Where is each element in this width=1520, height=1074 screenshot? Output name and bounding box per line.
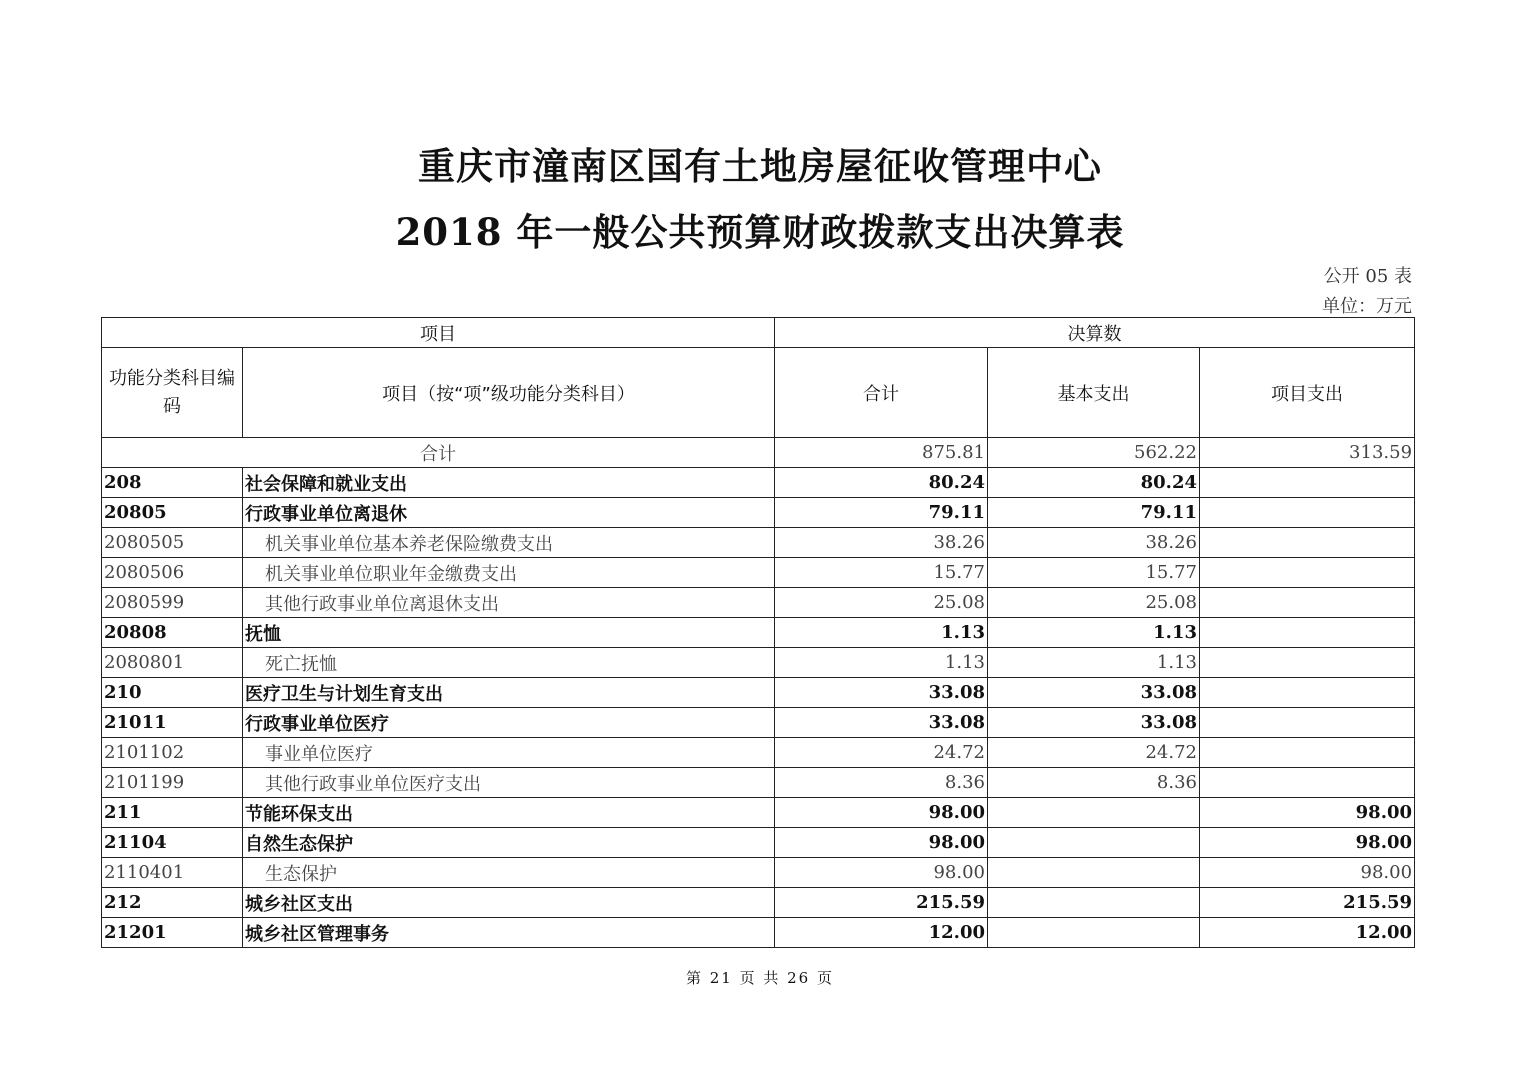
table-row <box>102 588 1415 618</box>
total-cell: 98.00 <box>775 828 988 858</box>
total-cell: 215.59 <box>775 888 988 918</box>
table-row <box>102 798 1415 828</box>
item-name-cell: 生态保护 <box>243 858 775 888</box>
total-basic: 562.22 <box>988 438 1200 468</box>
project-cell <box>1200 678 1415 708</box>
basic-cell: 8.36 <box>988 768 1200 798</box>
header-total: 合计 <box>775 348 988 438</box>
total-sum: 875.81 <box>775 438 988 468</box>
code-cell: 208 <box>102 468 243 498</box>
basic-cell <box>988 888 1200 918</box>
item-name-cell: 机关事业单位基本养老保险缴费支出 <box>243 528 775 558</box>
header-code: 功能分类科目编码 <box>102 348 243 438</box>
item-name-cell: 其他行政事业单位离退休支出 <box>243 588 775 618</box>
code-cell: 211 <box>102 798 243 828</box>
total-cell: 15.77 <box>775 558 988 588</box>
item-name-cell: 节能环保支出 <box>243 798 775 828</box>
item-name-cell: 医疗卫生与计划生育支出 <box>243 678 775 708</box>
item-name-cell: 社会保障和就业支出 <box>243 468 775 498</box>
total-row <box>102 438 1415 468</box>
item-name-cell: 城乡社区管理事务 <box>243 918 775 948</box>
project-cell <box>1200 618 1415 648</box>
table-row <box>102 738 1415 768</box>
total-project: 313.59 <box>1200 438 1415 468</box>
basic-cell <box>988 858 1200 888</box>
code-cell: 2080599 <box>102 588 243 618</box>
project-cell <box>1200 588 1415 618</box>
project-cell <box>1200 708 1415 738</box>
table-row <box>102 768 1415 798</box>
basic-cell: 33.08 <box>988 678 1200 708</box>
basic-cell: 1.13 <box>988 618 1200 648</box>
header-project-expense: 项目支出 <box>1200 348 1415 438</box>
table-row <box>102 708 1415 738</box>
code-cell: 20808 <box>102 618 243 648</box>
table-row <box>102 498 1415 528</box>
page-title: 重庆市潼南区国有土地房屋征收管理中心 <box>418 144 1102 188</box>
basic-cell <box>988 918 1200 948</box>
basic-cell: 79.11 <box>988 498 1200 528</box>
form-number: 公开 05 表 <box>1323 266 1412 287</box>
project-cell <box>1200 468 1415 498</box>
total-cell: 8.36 <box>775 768 988 798</box>
budget-table <box>101 317 1415 948</box>
code-cell: 20805 <box>102 498 243 528</box>
total-cell: 1.13 <box>775 648 988 678</box>
header-project: 项目 <box>102 318 775 348</box>
basic-cell <box>988 828 1200 858</box>
basic-cell: 38.26 <box>988 528 1200 558</box>
total-cell: 12.00 <box>775 918 988 948</box>
total-cell: 38.26 <box>775 528 988 558</box>
item-name-cell: 城乡社区支出 <box>243 888 775 918</box>
table-row <box>102 648 1415 678</box>
code-cell: 2101102 <box>102 738 243 768</box>
basic-cell: 33.08 <box>988 708 1200 738</box>
basic-cell: 80.24 <box>988 468 1200 498</box>
project-cell <box>1200 528 1415 558</box>
project-cell <box>1200 768 1415 798</box>
basic-cell <box>988 798 1200 828</box>
basic-cell: 24.72 <box>988 738 1200 768</box>
code-cell: 210 <box>102 678 243 708</box>
code-cell: 2101199 <box>102 768 243 798</box>
table-row <box>102 828 1415 858</box>
item-name-cell: 自然生态保护 <box>243 828 775 858</box>
total-cell: 98.00 <box>775 798 988 828</box>
basic-cell: 25.08 <box>988 588 1200 618</box>
table-row <box>102 528 1415 558</box>
total-cell: 33.08 <box>775 708 988 738</box>
project-cell: 98.00 <box>1200 828 1415 858</box>
header-basic: 基本支出 <box>988 348 1200 438</box>
basic-cell: 1.13 <box>988 648 1200 678</box>
item-name-cell: 其他行政事业单位医疗支出 <box>243 768 775 798</box>
total-cell: 24.72 <box>775 738 988 768</box>
code-cell: 2080505 <box>102 528 243 558</box>
project-cell: 98.00 <box>1200 858 1415 888</box>
total-cell: 79.11 <box>775 498 988 528</box>
item-name-cell: 死亡抚恤 <box>243 648 775 678</box>
total-cell: 33.08 <box>775 678 988 708</box>
project-cell <box>1200 558 1415 588</box>
code-cell: 2080801 <box>102 648 243 678</box>
project-cell <box>1200 498 1415 528</box>
page-subtitle: 2018 年一般公共预算财政拨款支出决算表 <box>395 210 1125 254</box>
basic-cell: 15.77 <box>988 558 1200 588</box>
table-row <box>102 468 1415 498</box>
table-row <box>102 858 1415 888</box>
project-cell: 98.00 <box>1200 798 1415 828</box>
total-cell: 98.00 <box>775 858 988 888</box>
total-cell: 25.08 <box>775 588 988 618</box>
project-cell: 215.59 <box>1200 888 1415 918</box>
code-cell: 21201 <box>102 918 243 948</box>
project-cell <box>1200 648 1415 678</box>
item-name-cell: 行政事业单位医疗 <box>243 708 775 738</box>
code-cell: 2080506 <box>102 558 243 588</box>
page-footer: 第 21 页 共 26 页 <box>685 969 834 987</box>
header-item: 项目（按“项”级功能分类科目） <box>243 348 775 438</box>
table-row <box>102 678 1415 708</box>
project-cell: 12.00 <box>1200 918 1415 948</box>
total-cell: 80.24 <box>775 468 988 498</box>
project-cell <box>1200 738 1415 768</box>
unit-label: 单位：万元 <box>1322 296 1412 317</box>
header-final-accounts: 决算数 <box>775 318 1415 348</box>
code-cell: 2110401 <box>102 858 243 888</box>
code-cell: 21011 <box>102 708 243 738</box>
code-cell: 21104 <box>102 828 243 858</box>
item-name-cell: 机关事业单位职业年金缴费支出 <box>243 558 775 588</box>
item-name-cell: 行政事业单位离退休 <box>243 498 775 528</box>
total-label: 合计 <box>102 438 775 468</box>
table-row <box>102 558 1415 588</box>
table-row <box>102 888 1415 918</box>
total-cell: 1.13 <box>775 618 988 648</box>
table-row <box>102 918 1415 948</box>
code-cell: 212 <box>102 888 243 918</box>
item-name-cell: 事业单位医疗 <box>243 738 775 768</box>
table-row <box>102 618 1415 648</box>
item-name-cell: 抚恤 <box>243 618 775 648</box>
